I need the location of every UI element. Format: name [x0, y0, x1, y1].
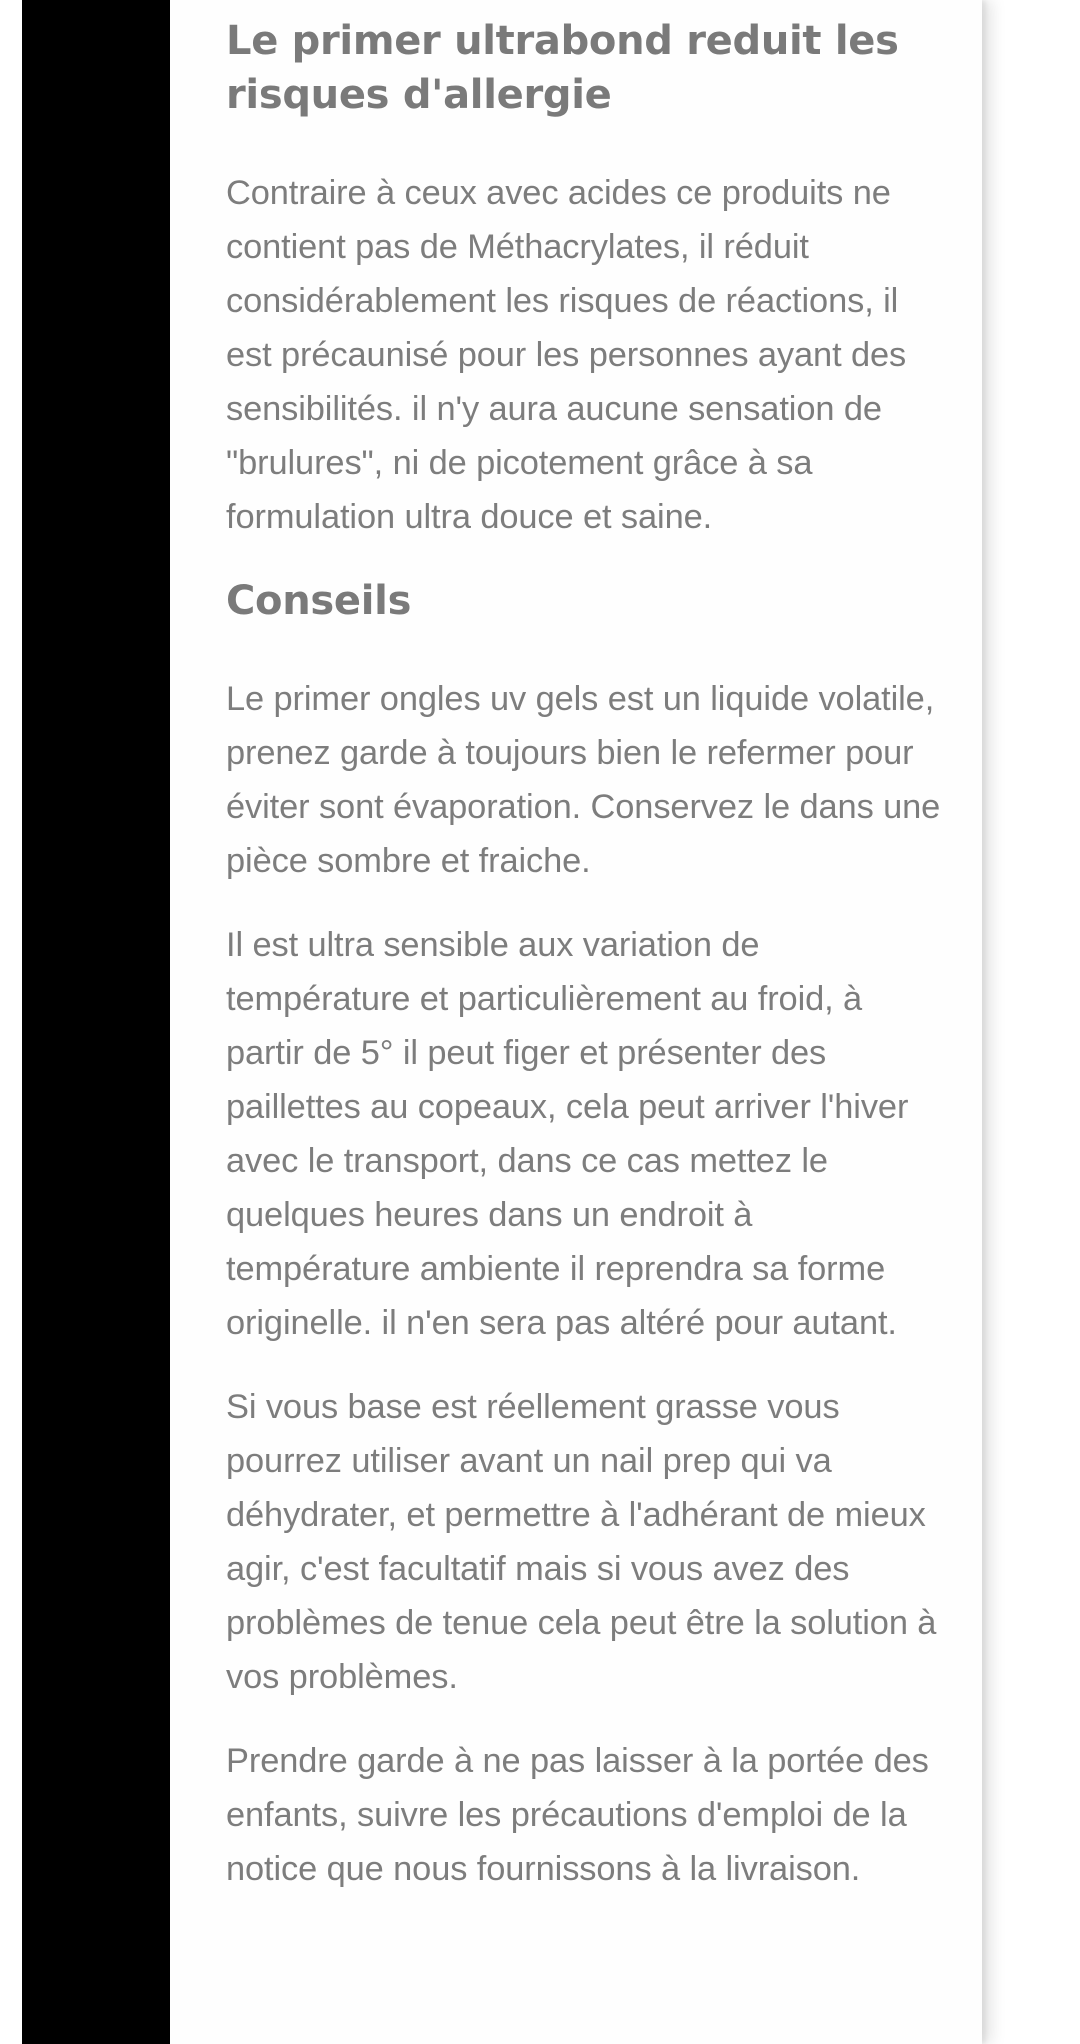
paragraph-conseils-nail-prep: Si vous base est réellement grasse vous pourrez utiliser avant un nail prep qui va déhydrater, et permettre à l'adhérant de mieux agir, c'est facultatif mais si vous avez des problèmes de tenue cela peut être la solution à vos problèmes.	[226, 1388, 937, 1696]
paragraph-conseils-storage: Le primer ongles uv gels est un liquide volatile, prenez garde à toujours bien le refermer pour éviter sont évaporation. Conservez le dans une pièce sombre et fraiche.	[226, 680, 941, 880]
article-card	[170, 0, 982, 2044]
left-black-band	[22, 0, 170, 2044]
paragraph-conseils-safety: Prendre garde à ne pas laisser à la portée des enfants, suivre les précautions d'emploi de la notice que nous fournissons à la livraison.	[226, 1742, 929, 1888]
article-content	[226, 14, 946, 1896]
section-heading-allergy: Le primer ultrabond reduit les risques d'allergie	[226, 18, 899, 118]
paragraph-conseils-temperature: Il est ultra sensible aux variation de température et particulièrement au froid, à partir de 5° il peut figer et présenter des paillettes au copeaux, cela peut arriver l'hiver avec le transport, dans ce cas mettez le quelques heures dans un endroit à température ambiente il reprendra sa forme originelle. il n'en sera pas altéré pour autant.	[226, 926, 909, 1342]
paragraph-allergy: Contraire à ceux avec acides ce produits ne contient pas de Méthacrylates, il réduit considérablement les risques de réactions, il est précaunisé pour les personnes ayant des sensibilités. il n'y aura aucune sensation de "brulures", ni de picotement grâce à sa formulation ultra douce et saine.	[226, 174, 907, 536]
section-heading-conseils: Conseils	[226, 578, 412, 624]
